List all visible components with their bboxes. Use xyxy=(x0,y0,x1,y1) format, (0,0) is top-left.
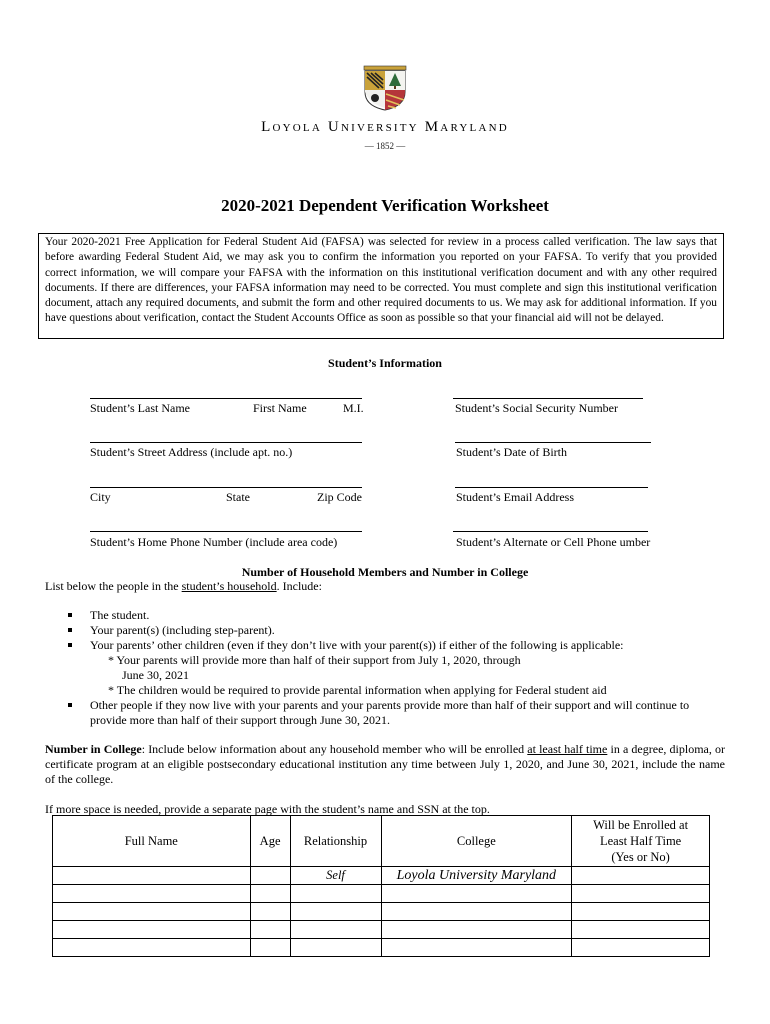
cell-college[interactable] xyxy=(381,885,572,903)
cell-age[interactable] xyxy=(250,921,290,939)
cell-full-name[interactable] xyxy=(53,867,251,885)
space-note: If more space is needed, provide a separate page with the student’s name and SSN at the top. xyxy=(45,802,490,816)
table-row xyxy=(53,867,710,885)
dob-field-line[interactable] xyxy=(455,442,651,443)
city-field-line[interactable] xyxy=(90,487,362,488)
sub-item-support: * Your parents will provide more than half of their support from July 1, 2020, through xyxy=(108,653,521,667)
col-header-age: Age xyxy=(250,816,290,867)
household-bullet-list xyxy=(68,608,728,728)
household-heading: Number of Household Members and Number in College xyxy=(241,565,529,579)
mi-label: M.I. xyxy=(343,401,364,415)
university-name: Loyola University Maryland xyxy=(261,119,509,135)
col-header-relationship: Relationship xyxy=(290,816,381,867)
cell-relationship[interactable] xyxy=(290,939,381,957)
dob-label: Student’s Date of Birth xyxy=(456,445,567,459)
established-year: — 1852 — xyxy=(364,141,406,151)
cell-enrolled[interactable] xyxy=(572,867,710,885)
first-name-label: First Name xyxy=(253,401,307,415)
cell-college[interactable] xyxy=(381,939,572,957)
street-label: Student’s Street Address (include apt. no.) xyxy=(90,445,293,459)
table-header-row xyxy=(53,816,710,867)
sub-item-support-date: June 30, 2021 xyxy=(122,668,189,682)
cell-full-name[interactable] xyxy=(53,939,251,957)
bullet-square-icon xyxy=(68,628,72,632)
cell-enrolled[interactable] xyxy=(572,903,710,921)
cell-age[interactable] xyxy=(250,939,290,957)
bullet-square-icon xyxy=(68,613,72,617)
alt-phone-label: Student’s Alternate or Cell Phone umber xyxy=(456,535,651,549)
city-label: City xyxy=(90,490,111,504)
cell-age[interactable] xyxy=(250,867,290,885)
table-row xyxy=(53,903,710,921)
list-item: Your parent(s) (including step-parent). xyxy=(68,623,728,638)
crest-shield-icon xyxy=(362,64,408,112)
cell-college[interactable] xyxy=(381,903,572,921)
intro-box: Your 2020-2021 Free Application for Federal Student Aid (FAFSA) was selected for review in a process called verification. The law says that before awarding Federal Student Aid, we may ask you to confirm the information you reported on your FAFSA. To verify that you provided correct information, we will compare your FAFSA with the information on this institutional verification document and with any other required documents. If there are differences, your FAFSA information may need to be corrected. You must complete and sign this institutional verification document, attach any required documents, and submit the form and other required documents to us. We may ask for additional information. If you have questions about verification, contact the Student Accounts Office as soon as possible so that your financial aid will not be delayed. xyxy=(38,233,724,339)
street-field-line[interactable] xyxy=(90,442,362,443)
ssn-label: Student’s Social Security Number xyxy=(455,401,618,415)
cell-relationship[interactable]: Self xyxy=(290,867,381,885)
bullet-square-icon xyxy=(68,703,72,707)
cell-college[interactable]: Loyola University Maryland xyxy=(381,867,572,885)
list-item: The student. xyxy=(68,608,728,623)
household-table xyxy=(52,815,710,957)
cell-relationship[interactable] xyxy=(290,921,381,939)
state-label: State xyxy=(226,490,250,504)
last-name-label: Student’s Last Name xyxy=(90,401,190,415)
list-item: Other people if they now live with your parents and your parents provide more than half of their support and will continue to provide more than half of their support through June 30, 2021. xyxy=(68,698,728,728)
cell-age[interactable] xyxy=(250,903,290,921)
home-phone-field-line[interactable] xyxy=(90,531,362,532)
table-row xyxy=(53,921,710,939)
cell-full-name[interactable] xyxy=(53,903,251,921)
student-info-heading: Student’s Information xyxy=(328,356,442,370)
cell-college[interactable] xyxy=(381,921,572,939)
cell-full-name[interactable] xyxy=(53,921,251,939)
ssn-field-line[interactable] xyxy=(453,398,643,399)
alt-phone-field-line[interactable] xyxy=(453,531,648,532)
cell-age[interactable] xyxy=(250,885,290,903)
cell-enrolled[interactable] xyxy=(572,885,710,903)
home-phone-label: Student’s Home Phone Number (include area code) xyxy=(90,535,338,549)
cell-full-name[interactable] xyxy=(53,885,251,903)
name-field-line[interactable] xyxy=(90,398,362,399)
col-header-enrolled: Will be Enrolled at Least Half Time (Yes or No) xyxy=(572,816,710,867)
table-row xyxy=(53,939,710,957)
table-row xyxy=(53,885,710,903)
cell-enrolled[interactable] xyxy=(572,921,710,939)
cell-relationship[interactable] xyxy=(290,903,381,921)
page-title: 2020-2021 Dependent Verification Worksheet xyxy=(221,196,549,215)
household-intro: List below the people in the student’s household. Include: xyxy=(45,579,322,593)
list-item: Your parents’ other children (even if they don’t live with your parent(s)) if either of the following is applicable: xyxy=(68,638,728,653)
col-header-full-name: Full Name xyxy=(53,816,251,867)
cell-enrolled[interactable] xyxy=(572,939,710,957)
number-in-college-text: Number in College: Include below information about any household member who will be enrolled at least half time in a degree, diploma, or certificate program at an eligible postsecondary educational institution any time between July 1, 2020, and June 30, 2021, include the name of the college. xyxy=(45,742,725,786)
zip-label: Zip Code xyxy=(317,490,362,504)
cell-relationship[interactable] xyxy=(290,885,381,903)
sub-item-parental-info: * The children would be required to provide parental information when applying for Federal student aid xyxy=(108,683,607,697)
email-label: Student’s Email Address xyxy=(456,490,574,504)
email-field-line[interactable] xyxy=(455,487,648,488)
col-header-college: College xyxy=(381,816,572,867)
bullet-square-icon xyxy=(68,643,72,647)
